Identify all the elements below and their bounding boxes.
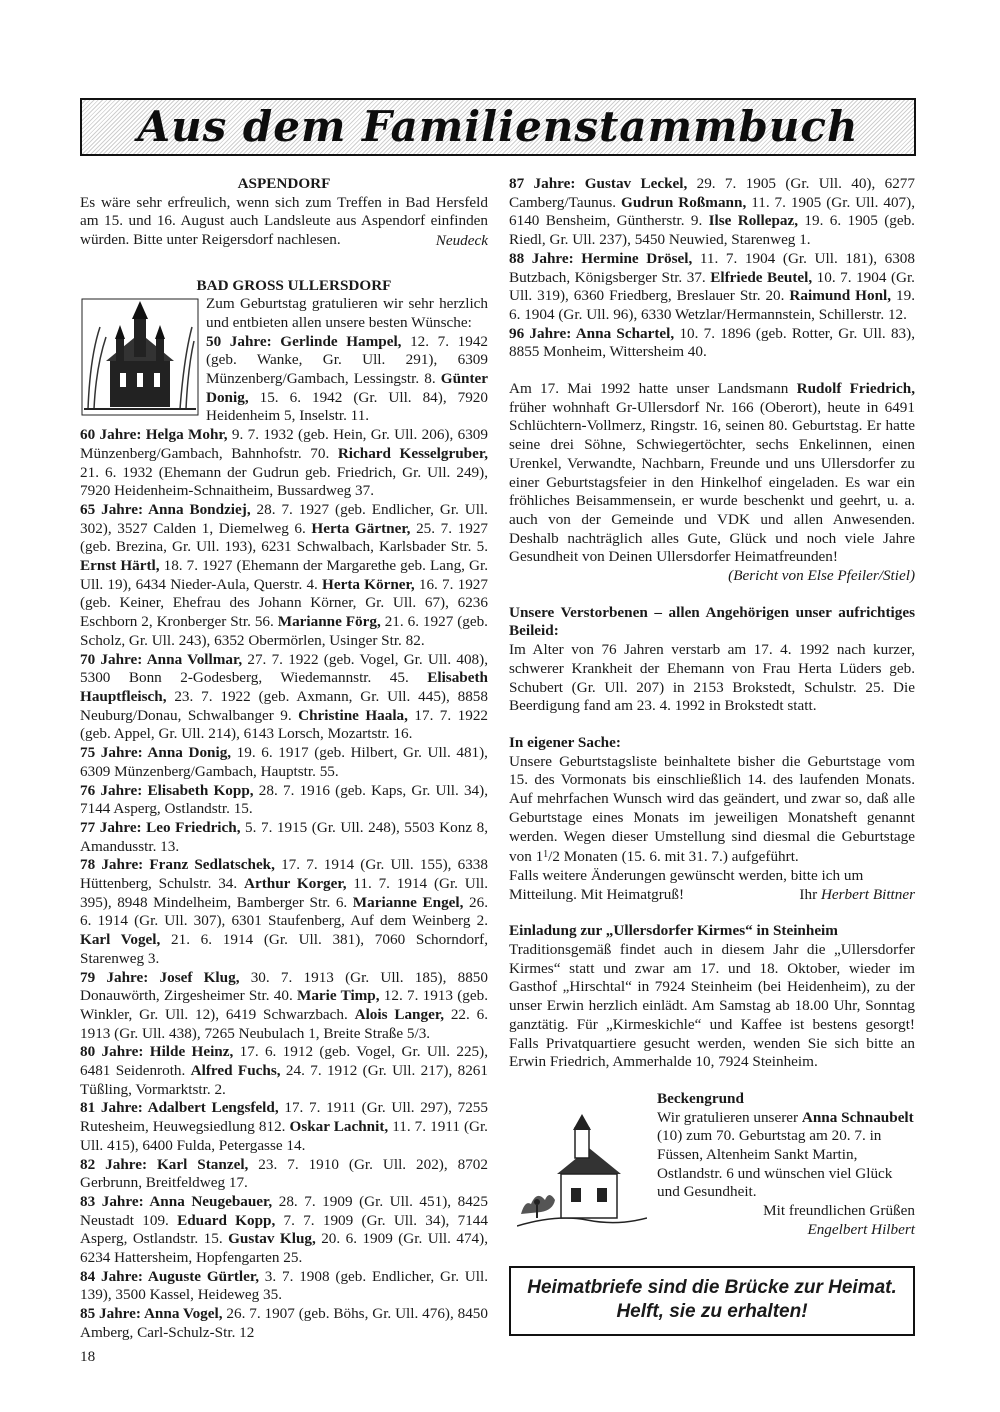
birthday-entry: [80, 651, 488, 745]
birthday-details: 24. 7. 1912 (Gr. Ull. 217), 8261 Tüßling, Vormarktstr. 2.: [80, 1062, 488, 1098]
birthday-details: 11. 7. 1904 (Gr. Ull. 181), 6308 Butzbach, Königsberger Str. 37.: [509, 249, 915, 286]
birthday-details: 17. 7. 1914 (Gr. Ull. 155), 6338 Hüttenberg, Schulstr. 34.: [80, 856, 488, 893]
birthday-details: 16. 7. 1927 (geb. Keiner, Ehefrau des Johann Körner, Gr. Ull. 67), 6236 Eschborn 2, Kronberger Str. 56.: [80, 575, 488, 631]
birthday-details: 20. 6. 1909 (Gr. Ull. 474), 6234 Hattersheim, Hopfengarten 25.: [80, 1230, 488, 1267]
birthday-entry: [80, 1099, 488, 1155]
birthday-details: 3. 7. 1908 (geb. Endlicher, Gr. Ull. 139), 3500 Kassel, Heideweg 35.: [80, 1267, 488, 1304]
birthday-list-left: [80, 333, 488, 1343]
birthday-entry: [509, 250, 915, 325]
birthday-name: Gudrun Roßmann,: [621, 193, 747, 211]
birthday-details: 22. 6. 1913 (Gr. Ull. 438), 7265 Neubulach 1, Breite Straße 5/3.: [80, 1005, 489, 1042]
birthday-details: 28. 7. 1927 (geb. Endlicher, Gr. Ull. 302), 3527 Calden 1, Diemelweg 6.: [80, 500, 488, 537]
birthday-name: Elisabeth Hauptfleisch,: [80, 669, 488, 705]
birthday-entry: [80, 1268, 488, 1305]
birthday-name: Herta Körner,: [322, 575, 415, 593]
left-column: [80, 175, 488, 1343]
report-signature: (Bericht von Else Pfeiler/Stiel): [728, 567, 915, 585]
title-banner: [80, 98, 916, 156]
own-matter-text2: Falls weitere Änderungen gewünscht werden, bitte ich um Mitteilung. Mit Heimatgruß! Ihr Herbert Bittner: [509, 866, 915, 903]
birthday-name: 82 Jahre: Karl Stanzel,: [80, 1155, 249, 1173]
birthday-name: Marie Timp,: [297, 987, 380, 1005]
birthday-name: Alois Langer,: [354, 1005, 444, 1023]
birthday-entry: [80, 1305, 488, 1342]
birthday-name: 65 Jahre: Anna Bondziej,: [80, 500, 251, 518]
birthday-entry: [509, 325, 915, 362]
birthday-details: 12. 7. 1913 (geb. Winkler, Gr. Ull. 12), 6419 Schwarzbach.: [80, 987, 489, 1023]
birthday-entry: [80, 426, 488, 501]
church-illustration-icon: [80, 297, 200, 417]
birthday-details: 21. 6. 1932 (Ehemann der Gudrun geb. Friedrich, Gr. Ull. 249), 7920 Heidenheim-Schnaitheim, Bussardweg 37.: [80, 463, 488, 500]
birthday-name: Raimund Honl,: [789, 287, 892, 305]
birthday-details: 17. 7. 1911 (Gr. Ull. 297), 7255 Rutesheim, Heuwegsiedlung 812.: [80, 1099, 488, 1136]
birthday-details: 21. 6. 1927 (geb. Scholz, Gr. Ull. 243), 6352 Obermörlen, Usinger Str. 82.: [80, 613, 488, 649]
birthday-details: 21. 6. 1914 (Gr. Ull. 381), 7060 Schorndorf, Starenweg 3.: [80, 931, 488, 967]
kirmes-heading: Einladung zur „Ullersdorfer Kirmes“ in Steinheim: [509, 922, 838, 940]
birthday-details: 17. 7. 1922 (geb. Appel, Gr. Ull. 214), 6143 Lorsch, Mozartstr. 16.: [80, 706, 489, 743]
birthday-details: 7. 7. 1909 (Gr. Ull. 34), 7144 Asperg, Ostlandstr. 15.: [80, 1211, 488, 1248]
birthday-name: 81 Jahre: Adalbert Lengsfeld,: [80, 1099, 279, 1117]
deceased-heading: Unsere Verstorbenen – allen Angehörigen unser aufrichtiges Beileid:: [509, 603, 915, 640]
birthday-name: 96 Jahre: Anna Schartel,: [509, 324, 675, 342]
birthday-name: Richard Kesselgruber,: [337, 444, 488, 462]
birthday-details: 26. 7. 1907 (geb. Böhs, Gr. Ull. 476), 8450 Amberg, Carl-Schulz-Str. 12: [80, 1305, 488, 1341]
deceased-text: Im Alter von 76 Jahren verstarb am 17. 4. 1992 nach kurzer, schwerer Krankheit der Ehemann von Frau Herta Lüders geb. Schubert (Gr. Ull. 207) in 2153 Brokstedt, Schulstr. 25. Die Beerdigung fand am 23. 4. 1992 in Brokstedt statt.: [509, 641, 915, 715]
birthday-details: 28. 7. 1909 (Gr. Ull. 451), 8425 Neustadt 109.: [80, 1192, 488, 1229]
birthday-details: 9. 7. 1932 (geb. Hein, Gr. Ull. 206), 6309 Münzenberg/Gambach, Bahnhofstr. 70.: [80, 426, 488, 462]
bad-gross-heading: BAD GROSS ULLERSDORF: [196, 276, 392, 294]
slogan-line-1: Heimatbriefe sind die Brücke zur Heimat.: [527, 1276, 897, 1298]
birthday-name: 70 Jahre: Anna Vollmar,: [80, 650, 243, 668]
birthday-entry: [80, 1193, 488, 1268]
birthday-name: Günter Donig,: [206, 370, 488, 406]
birthday-name: 60 Jahre: Helga Mohr,: [80, 426, 228, 444]
own-matter-text: Unsere Geburtstagsliste beinhaltete bisher die Geburtstage vom 15. des Vormonats bis einschließlich 14. des laufenden Monats. Auf mehrfachen Wunsch wird das geändert, und zwar so, daß alle Geburtstage eines Monats im jeweiligen Monatsheft genannt werden. Wegen dieser Umstellung sind diesmal die Geburtstage von $1^1/2$ Monaten (15. 6. mit 31. 7.) aufgeführt.: [509, 752, 915, 866]
birthday-details: 25. 7. 1927 (geb. Brezina, Gr. Ull. 193), 6231 Schwalbach, Karlsbader Str. 5.: [80, 519, 488, 556]
birthday-entry: [80, 856, 488, 968]
birthday-details: 12. 7. 1942 (geb. Wanke, Gr. Ull. 291), 6309 Münzenberg/Gambach, Lessingstr. 8.: [206, 332, 489, 388]
right-column: [509, 175, 915, 1336]
birthday-name: Ilse Rollepaz,: [708, 212, 799, 230]
beckengrund-text: Wir gratulieren unserer Anna Schnaubelt (10) zum 70. Geburtstag am 20. 7. in Füssen, Altenheim Sankt Martin, Ostlandstr. 6 und wünschen viel Glück und Gesundheit.: [657, 1108, 914, 1201]
report-text: Am 17. Mai 1992 hatte unser Landsmann Rudolf Friedrich, früher wohnhaft Gr-Ullersdorf Nr. 166 (Oberort), heute in 6491 Schlüchtern-Vollmerz, Ringstr. 16, seinen 80. Geburtstag. Er hatte seine drei Söhne, Schwiegertöchter, sechs Enkelinnen, einen Urenkel, Verwandte, Nachbarn, Freunde und uns Ullersdorfer zu einer Geburtstagsfeier in den Hinkelhof eingeladen. Es war ein fröhliches Beisammensein, er wurde beschenkt und geehrt, u. a. auch von der Gemeinde und VDK und allen Anwesenden. Deshalb nachträglich alles Gute, Glück und noch viele Jahre Gesundheit von Deinen Ullersdorfer Heimatfreunden!: [509, 380, 915, 566]
birthday-details: 11. 7. 1911 (Gr. Ull. 415), 6400 Fulda, Petergasse 14.: [80, 1118, 488, 1154]
birthday-name: Karl Vogel,: [80, 931, 161, 949]
birthday-name: 79 Jahre: Josef Klug,: [80, 968, 240, 986]
birthday-details: 29. 7. 1905 (Gr. Ull. 40), 6277 Camberg/Taunus.: [509, 175, 915, 211]
slogan-box: [509, 1266, 915, 1336]
birthday-details: 23. 7. 1910 (Gr. Ull. 202), 8702 Gerbrunn, Breitfeldweg 17.: [80, 1155, 488, 1192]
birthday-details: 23. 7. 1922 (geb. Axmann, Gr. Ull. 445), 8858 Neuburg/Donau, Schwalbanger 9.: [80, 687, 488, 724]
beckengrund-signature: Engelbert Hilbert: [807, 1220, 915, 1238]
beckengrund-heading: Beckengrund: [657, 1089, 744, 1107]
birthday-name: Herta Gärtner,: [311, 519, 411, 537]
birthday-name: Alfred Fuchs,: [190, 1062, 281, 1080]
birthday-details: 10. 7. 1904 (Gr. Ull. 319), 6360 Friedberg, Breslauer Str. 20.: [509, 268, 915, 305]
birthday-entry: [80, 782, 488, 819]
slogan-line-2: Helft, sie zu erhalten!: [616, 1300, 808, 1322]
aspendorf-heading: ASPENDORF: [237, 175, 331, 192]
birthday-name: Gustav Klug,: [228, 1230, 316, 1248]
birthday-details: 17. 6. 1912 (geb. Vogel, Gr. Ull. 225), 6481 Seidenroth.: [80, 1043, 488, 1080]
birthday-name: 50 Jahre: Gerlinde Hampel,: [206, 332, 402, 350]
birthday-entry: [80, 969, 488, 1044]
birthday-name: Marianne Förg,: [277, 613, 381, 631]
birthday-entry: [80, 501, 488, 651]
birthday-name: 85 Jahre: Anna Vogel,: [80, 1305, 223, 1323]
birthday-name: 83 Jahre: Anna Neugebauer,: [80, 1192, 273, 1210]
kirmes-text: Traditionsgemäß findet auch in diesem Jahr die „Ullersdorfer Kirmes“ statt und zwar am 17. und 18. Oktober, wieder im Gasthof „Hirschtal“ in 7924 Steinheim (bei Heidenheim), zu der unser Erwin herzlich einlädt. Am Samstag ab 18.00 Uhr, Sonntag ganztätig. Für „Kirmeskichle“ und Kaffee ist bestens gesorgt! Falls Privatquartiere gesucht werden, wenden Sie sich bitte an Erwin Friedrich, Ammerhalde 10, 7924 Steinheim.: [509, 941, 915, 1071]
birthday-details: 28. 7. 1916 (geb. Kaps, Gr. Ull. 34), 7144 Asperg, Ostlandstr. 15.: [80, 781, 488, 818]
bad-gross-intro: Zum Geburtstag gratulieren wir sehr herzlich und entbieten allen unsere besten Wünsche:: [206, 295, 488, 331]
birthday-details: 19. 6. 1904 (Gr. Ull. 96), 6330 Wetzlar/Hermannstein, Schillerstr. 12.: [509, 287, 915, 323]
beckengrund-section: [509, 1090, 915, 1240]
page-number: 18: [80, 1348, 96, 1365]
birthday-name: Oskar Lachnit,: [289, 1118, 389, 1136]
aspendorf-signature: Neudeck: [435, 231, 488, 249]
birthday-name: 84 Jahre: Auguste Gürtler,: [80, 1267, 259, 1285]
birthday-name: 80 Jahre: Hilde Heinz,: [80, 1043, 234, 1061]
birthday-details: 11. 7. 1914 (Gr. Ull. 395), 8948 Mindelheim, Bamberger Str. 6.: [80, 875, 488, 911]
birthday-entry: [80, 1043, 488, 1099]
birthday-details: 10. 7. 1896 (geb. Rotter, Gr. Ull. 83), 8855 Monheim, Wittersheim 40.: [509, 324, 915, 361]
birthday-name: 88 Jahre: Hermine Drösel,: [509, 249, 693, 267]
birthday-name: 77 Jahre: Leo Friedrich,: [80, 818, 241, 836]
birthday-entry: [80, 744, 488, 781]
birthday-entry: [509, 175, 915, 250]
birthday-name: Arthur Korger,: [243, 875, 347, 893]
birthday-entry: [80, 819, 488, 856]
birthday-details: 26. 6. 1914 (Gr. Ull. 307), 6301 Staufenberg, Auf dem Weinberg 2.: [80, 893, 488, 930]
birthday-list-right: [509, 175, 915, 362]
birthday-details: 18. 7. 1927 (Ehemann der Margarethe geb. Lang, Gr. Ull. 19), 6434 Nieder-Aula, Querstr. 4.: [80, 557, 488, 593]
birthday-name: Elfriede Beutel,: [710, 268, 813, 286]
birthday-name: 75 Jahre: Anna Donig,: [80, 744, 232, 762]
chapel-illustration-icon: [517, 1114, 647, 1234]
aspendorf-text: Es wäre sehr erfreulich, wenn sich zum Treffen in Bad Hersfeld am 15. und 16. August auch Landsleute aus Aspendorf einfinden würden. Bitte unter Reigersdorf nachlesen.: [80, 193, 488, 249]
birthday-details: 19. 6. 1917 (geb. Hilbert, Gr. Ull. 481), 6309 Münzenberg/Gambach, Hauptstr. 55.: [80, 744, 488, 780]
birthday-name: Ernst Härtl,: [80, 557, 160, 575]
birthday-name: 78 Jahre: Franz Sedlatschek,: [80, 856, 275, 874]
birthday-details: 11. 7. 1905 (Gr. Ull. 407), 6140 Bensheim, Güntherstr. 9.: [509, 193, 915, 230]
birthday-name: Eduard Kopp,: [177, 1211, 276, 1229]
birthday-details: 30. 7. 1913 (Gr. Ull. 185), 8850 Donauwörth, Zirgesheimer Str. 40.: [80, 968, 488, 1005]
birthday-details: 19. 6. 1905 (geb. Riedl, Gr. Ull. 237), 5450 Neuwied, Starenweg 1.: [509, 212, 915, 249]
beckengrund-greeting: Mit freundlichen Grüßen: [763, 1202, 915, 1220]
birthday-name: Christine Haala,: [298, 706, 408, 724]
birthday-name: Marianne Engel,: [352, 893, 464, 911]
page-title: Aus dem Familienstammbuch: [137, 102, 859, 151]
birthday-details: 27. 7. 1922 (geb. Vogel, Gr. Ull. 408), 5300 Bonn 2-Godesberg, Wiedemannstr. 45.: [80, 650, 489, 687]
birthday-entry: [80, 1156, 488, 1193]
birthday-details: 5. 7. 1915 (Gr. Ull. 248), 5503 Konz 8, Amandusstr. 13.: [80, 818, 488, 855]
birthday-name: 87 Jahre: Gustav Leckel,: [509, 175, 688, 192]
birthday-name: 76 Jahre: Elisabeth Kopp,: [80, 781, 254, 799]
own-matter-heading: In eigener Sache:: [509, 733, 621, 751]
birthday-details: 15. 6. 1942 (Gr. Ull. 84), 7920 Heidenheim 5, Inselstr. 11.: [206, 388, 488, 425]
